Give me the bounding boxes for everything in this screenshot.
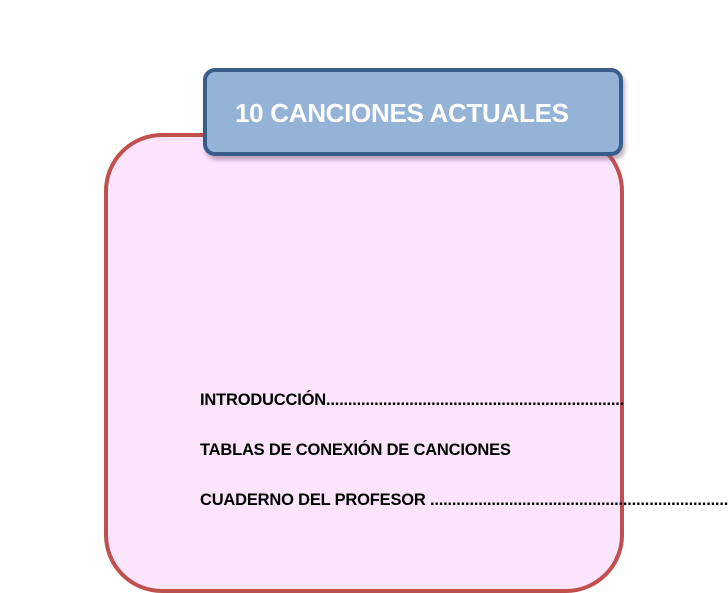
toc-item-leader: .................................................................... (429, 491, 728, 509)
table-of-contents (200, 388, 728, 538)
toc-item-introduccion (200, 388, 625, 438)
toc-item-label: INTRODUCCIÓN (200, 391, 326, 409)
toc-item-cuaderno (200, 488, 728, 538)
document-title: 10 CANCIONES ACTUALES (235, 98, 569, 128)
title-banner (203, 68, 623, 156)
toc-item-tablas (200, 438, 512, 488)
toc-item-leader: .................................................................... (325, 391, 625, 409)
toc-item-label: TABLAS DE CONEXIÓN DE CANCIONES (200, 441, 511, 459)
toc-item-label: CUADERNO DEL PROFESOR (200, 491, 430, 509)
